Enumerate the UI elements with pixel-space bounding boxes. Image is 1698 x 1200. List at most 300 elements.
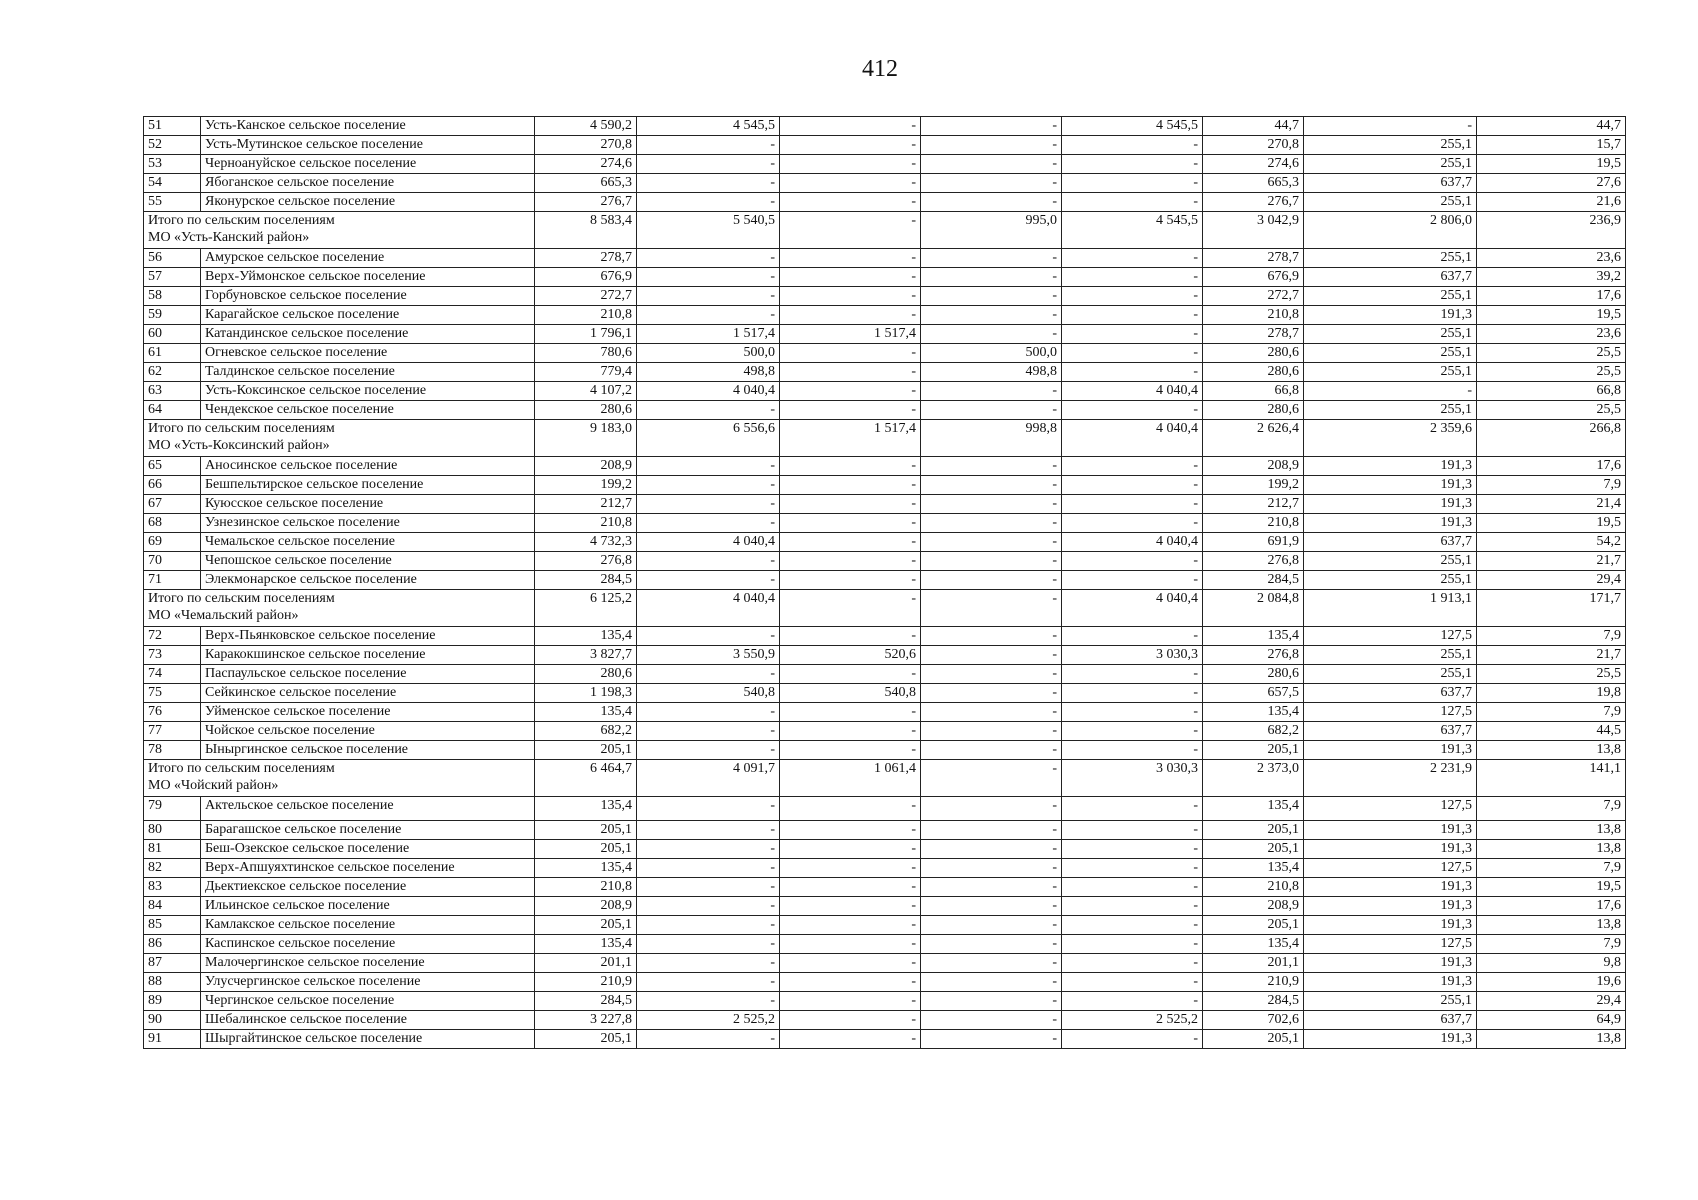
value-cell-3: - — [780, 155, 921, 174]
value-cell-6: 205,1 — [1203, 840, 1304, 859]
value-cell-7: 637,7 — [1304, 533, 1477, 552]
value-cell-5: - — [1062, 363, 1203, 382]
value-cell-6: 205,1 — [1203, 821, 1304, 840]
table-row — [144, 840, 1626, 859]
row-number: 82 — [144, 859, 201, 878]
value-cell-7: 127,5 — [1304, 703, 1477, 722]
row-number: 72 — [144, 627, 201, 646]
settlement-name: Ильинское сельское поселение — [201, 897, 535, 916]
value-cell-3: - — [780, 249, 921, 268]
value-cell-7: 255,1 — [1304, 363, 1477, 382]
value-cell-7: 127,5 — [1304, 627, 1477, 646]
row-number: 85 — [144, 916, 201, 935]
value-cell-8: 39,2 — [1477, 268, 1626, 287]
row-number: 71 — [144, 571, 201, 590]
settlement-name: Ыныргинское сельское поселение — [201, 741, 535, 760]
value-cell-8: 64,9 — [1477, 1011, 1626, 1030]
value-cell-4: - — [921, 382, 1062, 401]
settlement-name: Актельское сельское поселение — [201, 797, 535, 821]
settlements-budget-table — [143, 116, 1626, 1049]
value-cell-4: - — [921, 249, 1062, 268]
value-cell-7: 255,1 — [1304, 552, 1477, 571]
value-cell-4: - — [921, 457, 1062, 476]
value-cell-3: - — [780, 117, 921, 136]
value-cell-3: - — [780, 859, 921, 878]
value-cell-6: 205,1 — [1203, 1030, 1304, 1049]
value-cell-7: 255,1 — [1304, 193, 1477, 212]
total-label-line: Итого по сельским поселениям — [148, 213, 335, 228]
row-number: 87 — [144, 954, 201, 973]
value-cell-6: 280,6 — [1203, 665, 1304, 684]
value-cell-3: - — [780, 1011, 921, 1030]
table-row — [144, 155, 1626, 174]
value-cell-3: - — [780, 212, 921, 249]
value-cell-4: - — [921, 287, 1062, 306]
table-row — [144, 193, 1626, 212]
value-cell-3: - — [780, 382, 921, 401]
value-cell-3: - — [780, 916, 921, 935]
value-cell-1: 779,4 — [535, 363, 637, 382]
value-cell-3: - — [780, 287, 921, 306]
value-cell-2: 3 550,9 — [637, 646, 780, 665]
table-row — [144, 1030, 1626, 1049]
value-cell-8: 7,9 — [1477, 935, 1626, 954]
value-cell-4: - — [921, 325, 1062, 344]
value-cell-3: - — [780, 797, 921, 821]
value-cell-8: 7,9 — [1477, 627, 1626, 646]
value-cell-4: 500,0 — [921, 344, 1062, 363]
table-row — [144, 514, 1626, 533]
table-row — [144, 363, 1626, 382]
value-cell-3: - — [780, 193, 921, 212]
row-number: 69 — [144, 533, 201, 552]
value-cell-3: - — [780, 174, 921, 193]
row-number: 78 — [144, 741, 201, 760]
page-number: 412 — [862, 56, 898, 82]
value-cell-6: 284,5 — [1203, 992, 1304, 1011]
value-cell-2: - — [637, 665, 780, 684]
total-label-line: МО «Усть-Коксинский район» — [148, 438, 330, 453]
value-cell-1: 8 583,4 — [535, 212, 637, 249]
value-cell-2: 4 545,5 — [637, 117, 780, 136]
value-cell-2: 2 525,2 — [637, 1011, 780, 1030]
value-cell-7: 637,7 — [1304, 268, 1477, 287]
value-cell-5: - — [1062, 476, 1203, 495]
table-row — [144, 878, 1626, 897]
value-cell-4: - — [921, 571, 1062, 590]
row-number: 58 — [144, 287, 201, 306]
settlement-name: Элекмонарское сельское поселение — [201, 571, 535, 590]
value-cell-8: 7,9 — [1477, 797, 1626, 821]
value-cell-4: - — [921, 193, 1062, 212]
value-cell-8: 23,6 — [1477, 325, 1626, 344]
value-cell-6: 135,4 — [1203, 797, 1304, 821]
table-row — [144, 476, 1626, 495]
value-cell-8: 29,4 — [1477, 992, 1626, 1011]
value-cell-8: 19,5 — [1477, 878, 1626, 897]
settlement-name: Малочергинское сельское поселение — [201, 954, 535, 973]
value-cell-1: 1 198,3 — [535, 684, 637, 703]
value-cell-5: - — [1062, 306, 1203, 325]
row-number: 74 — [144, 665, 201, 684]
value-cell-8: 54,2 — [1477, 533, 1626, 552]
table-row — [144, 797, 1626, 821]
value-cell-2: - — [637, 722, 780, 741]
table-row — [144, 344, 1626, 363]
value-cell-3: - — [780, 935, 921, 954]
value-cell-6: 135,4 — [1203, 703, 1304, 722]
value-cell-8: 19,5 — [1477, 514, 1626, 533]
table-row — [144, 1011, 1626, 1030]
row-number: 55 — [144, 193, 201, 212]
value-cell-5: - — [1062, 155, 1203, 174]
value-cell-7: 191,3 — [1304, 457, 1477, 476]
value-cell-2: - — [637, 703, 780, 722]
value-cell-1: 135,4 — [535, 797, 637, 821]
value-cell-1: 270,8 — [535, 136, 637, 155]
table-row — [144, 916, 1626, 935]
value-cell-4: - — [921, 268, 1062, 287]
value-cell-5: 4 545,5 — [1062, 212, 1203, 249]
value-cell-7: 191,3 — [1304, 840, 1477, 859]
value-cell-1: 4 107,2 — [535, 382, 637, 401]
table-row — [144, 703, 1626, 722]
value-cell-3: - — [780, 665, 921, 684]
value-cell-2: - — [637, 797, 780, 821]
value-cell-3: - — [780, 741, 921, 760]
value-cell-7: 191,3 — [1304, 916, 1477, 935]
value-cell-6: 276,8 — [1203, 646, 1304, 665]
value-cell-6: 665,3 — [1203, 174, 1304, 193]
value-cell-3: 1 517,4 — [780, 325, 921, 344]
value-cell-5: - — [1062, 859, 1203, 878]
value-cell-7: 191,3 — [1304, 514, 1477, 533]
value-cell-1: 6 125,2 — [535, 590, 637, 627]
value-cell-8: 266,8 — [1477, 420, 1626, 457]
value-cell-6: 3 042,9 — [1203, 212, 1304, 249]
value-cell-4: - — [921, 878, 1062, 897]
value-cell-4: - — [921, 174, 1062, 193]
value-cell-4: - — [921, 627, 1062, 646]
value-cell-8: 44,5 — [1477, 722, 1626, 741]
value-cell-8: 23,6 — [1477, 249, 1626, 268]
table-row — [144, 665, 1626, 684]
value-cell-4: - — [921, 992, 1062, 1011]
value-cell-7: 255,1 — [1304, 344, 1477, 363]
value-cell-5: 4 545,5 — [1062, 117, 1203, 136]
value-cell-8: 19,8 — [1477, 684, 1626, 703]
value-cell-1: 4 732,3 — [535, 533, 637, 552]
value-cell-7: - — [1304, 382, 1477, 401]
value-cell-2: 4 040,4 — [637, 382, 780, 401]
value-cell-6: 205,1 — [1203, 741, 1304, 760]
value-cell-6: 44,7 — [1203, 117, 1304, 136]
value-cell-3: - — [780, 552, 921, 571]
value-cell-4: - — [921, 722, 1062, 741]
value-cell-4: - — [921, 533, 1062, 552]
row-number: 89 — [144, 992, 201, 1011]
total-row — [144, 590, 1626, 627]
value-cell-8: 17,6 — [1477, 287, 1626, 306]
value-cell-2: 1 517,4 — [637, 325, 780, 344]
value-cell-3: - — [780, 514, 921, 533]
value-cell-4: - — [921, 935, 1062, 954]
value-cell-4: - — [921, 821, 1062, 840]
value-cell-2: - — [637, 457, 780, 476]
value-cell-7: 127,5 — [1304, 859, 1477, 878]
row-number: 64 — [144, 401, 201, 420]
value-cell-8: 19,5 — [1477, 155, 1626, 174]
value-cell-3: - — [780, 821, 921, 840]
value-cell-5: - — [1062, 878, 1203, 897]
value-cell-4: 498,8 — [921, 363, 1062, 382]
table-row — [144, 495, 1626, 514]
value-cell-6: 276,8 — [1203, 552, 1304, 571]
value-cell-2: - — [637, 306, 780, 325]
value-cell-5: - — [1062, 344, 1203, 363]
value-cell-6: 676,9 — [1203, 268, 1304, 287]
value-cell-1: 208,9 — [535, 897, 637, 916]
value-cell-4: - — [921, 703, 1062, 722]
row-number: 66 — [144, 476, 201, 495]
row-number: 79 — [144, 797, 201, 821]
table-row — [144, 741, 1626, 760]
table-row — [144, 722, 1626, 741]
value-cell-2: - — [637, 476, 780, 495]
value-cell-2: - — [637, 627, 780, 646]
value-cell-2: 540,8 — [637, 684, 780, 703]
table-row — [144, 935, 1626, 954]
value-cell-7: 255,1 — [1304, 992, 1477, 1011]
value-cell-1: 135,4 — [535, 935, 637, 954]
value-cell-6: 201,1 — [1203, 954, 1304, 973]
value-cell-2: - — [637, 1030, 780, 1049]
settlement-name: Аносинское сельское поселение — [201, 457, 535, 476]
value-cell-3: - — [780, 954, 921, 973]
value-cell-5: 4 040,4 — [1062, 533, 1203, 552]
value-cell-5: - — [1062, 916, 1203, 935]
row-number: 90 — [144, 1011, 201, 1030]
settlement-name: Огневское сельское поселение — [201, 344, 535, 363]
value-cell-5: 3 030,3 — [1062, 760, 1203, 797]
value-cell-6: 278,7 — [1203, 325, 1304, 344]
value-cell-2: - — [637, 973, 780, 992]
value-cell-3: 520,6 — [780, 646, 921, 665]
value-cell-2: - — [637, 935, 780, 954]
total-label-line: Итого по сельским поселениям — [148, 421, 335, 436]
value-cell-6: 210,8 — [1203, 878, 1304, 897]
value-cell-2: - — [637, 897, 780, 916]
value-cell-2: 6 556,6 — [637, 420, 780, 457]
value-cell-7: 255,1 — [1304, 249, 1477, 268]
settlement-name: Амурское сельское поселение — [201, 249, 535, 268]
value-cell-7: 191,3 — [1304, 741, 1477, 760]
value-cell-1: 276,8 — [535, 552, 637, 571]
value-cell-7: 637,7 — [1304, 174, 1477, 193]
value-cell-1: 210,8 — [535, 878, 637, 897]
settlement-name: Бешпельтирское сельское поселение — [201, 476, 535, 495]
value-cell-3: - — [780, 533, 921, 552]
value-cell-6: 210,8 — [1203, 514, 1304, 533]
value-cell-7: 1 913,1 — [1304, 590, 1477, 627]
value-cell-3: - — [780, 840, 921, 859]
value-cell-4: - — [921, 859, 1062, 878]
value-cell-1: 208,9 — [535, 457, 637, 476]
value-cell-6: 135,4 — [1203, 627, 1304, 646]
value-cell-3: - — [780, 344, 921, 363]
value-cell-5: - — [1062, 897, 1203, 916]
value-cell-1: 4 590,2 — [535, 117, 637, 136]
settlement-name: Чепошское сельское поселение — [201, 552, 535, 571]
value-cell-3: - — [780, 627, 921, 646]
value-cell-5: - — [1062, 973, 1203, 992]
value-cell-5: 2 525,2 — [1062, 1011, 1203, 1030]
value-cell-8: 25,5 — [1477, 363, 1626, 382]
value-cell-4: - — [921, 684, 1062, 703]
value-cell-3: - — [780, 992, 921, 1011]
value-cell-2: 4 091,7 — [637, 760, 780, 797]
value-cell-5: - — [1062, 401, 1203, 420]
value-cell-1: 210,8 — [535, 514, 637, 533]
value-cell-1: 272,7 — [535, 287, 637, 306]
total-row — [144, 420, 1626, 457]
value-cell-4: - — [921, 495, 1062, 514]
value-cell-8: 44,7 — [1477, 117, 1626, 136]
value-cell-1: 201,1 — [535, 954, 637, 973]
settlement-name: Чендекское сельское поселение — [201, 401, 535, 420]
value-cell-7: 2 231,9 — [1304, 760, 1477, 797]
value-cell-5: - — [1062, 193, 1203, 212]
value-cell-3: - — [780, 495, 921, 514]
value-cell-4: - — [921, 646, 1062, 665]
row-number: 76 — [144, 703, 201, 722]
settlement-name: Дьектиекское сельское поселение — [201, 878, 535, 897]
table-row — [144, 684, 1626, 703]
settlement-name: Узнезинское сельское поселение — [201, 514, 535, 533]
row-number: 77 — [144, 722, 201, 741]
value-cell-2: - — [637, 268, 780, 287]
value-cell-1: 665,3 — [535, 174, 637, 193]
settlement-name: Куюсское сельское поселение — [201, 495, 535, 514]
settlement-name: Улусчергинское сельское поселение — [201, 973, 535, 992]
value-cell-6: 2 373,0 — [1203, 760, 1304, 797]
value-cell-4: 995,0 — [921, 212, 1062, 249]
value-cell-2: - — [637, 174, 780, 193]
table-row — [144, 306, 1626, 325]
value-cell-3: 1 061,4 — [780, 760, 921, 797]
settlement-name: Усть-Мутинское сельское поселение — [201, 136, 535, 155]
value-cell-2: - — [637, 136, 780, 155]
value-cell-4: - — [921, 136, 1062, 155]
value-cell-8: 27,6 — [1477, 174, 1626, 193]
value-cell-3: 1 517,4 — [780, 420, 921, 457]
value-cell-5: - — [1062, 552, 1203, 571]
value-cell-7: - — [1304, 117, 1477, 136]
table-body — [144, 117, 1626, 1049]
row-number: 65 — [144, 457, 201, 476]
value-cell-6: 135,4 — [1203, 935, 1304, 954]
value-cell-8: 29,4 — [1477, 571, 1626, 590]
value-cell-7: 255,1 — [1304, 155, 1477, 174]
settlement-name: Чергинское сельское поселение — [201, 992, 535, 1011]
total-label — [144, 420, 535, 457]
value-cell-3: - — [780, 363, 921, 382]
total-row — [144, 760, 1626, 797]
value-cell-7: 191,3 — [1304, 306, 1477, 325]
value-cell-1: 1 796,1 — [535, 325, 637, 344]
value-cell-1: 3 227,8 — [535, 1011, 637, 1030]
value-cell-7: 255,1 — [1304, 136, 1477, 155]
value-cell-8: 21,4 — [1477, 495, 1626, 514]
value-cell-1: 205,1 — [535, 916, 637, 935]
value-cell-1: 205,1 — [535, 821, 637, 840]
value-cell-4: - — [921, 797, 1062, 821]
value-cell-4: - — [921, 741, 1062, 760]
value-cell-5: - — [1062, 627, 1203, 646]
value-cell-8: 25,5 — [1477, 401, 1626, 420]
value-cell-8: 19,5 — [1477, 306, 1626, 325]
value-cell-6: 682,2 — [1203, 722, 1304, 741]
value-cell-4: - — [921, 590, 1062, 627]
value-cell-2: - — [637, 287, 780, 306]
row-number: 53 — [144, 155, 201, 174]
value-cell-2: - — [637, 571, 780, 590]
table-row — [144, 287, 1626, 306]
value-cell-1: 135,4 — [535, 627, 637, 646]
value-cell-2: - — [637, 155, 780, 174]
table-row — [144, 325, 1626, 344]
value-cell-3: - — [780, 306, 921, 325]
value-cell-7: 255,1 — [1304, 287, 1477, 306]
value-cell-3: - — [780, 476, 921, 495]
value-cell-8: 9,8 — [1477, 954, 1626, 973]
value-cell-7: 637,7 — [1304, 684, 1477, 703]
value-cell-1: 205,1 — [535, 840, 637, 859]
value-cell-5: - — [1062, 249, 1203, 268]
value-cell-1: 284,5 — [535, 571, 637, 590]
value-cell-5: - — [1062, 571, 1203, 590]
value-cell-6: 210,9 — [1203, 973, 1304, 992]
table-row — [144, 973, 1626, 992]
value-cell-1: 780,6 — [535, 344, 637, 363]
settlement-name: Шебалинское сельское поселение — [201, 1011, 535, 1030]
value-cell-1: 682,2 — [535, 722, 637, 741]
value-cell-2: 5 540,5 — [637, 212, 780, 249]
value-cell-5: - — [1062, 174, 1203, 193]
settlement-name: Беш-Озекское сельское поселение — [201, 840, 535, 859]
value-cell-8: 7,9 — [1477, 859, 1626, 878]
settlement-name: Камлакское сельское поселение — [201, 916, 535, 935]
value-cell-1: 6 464,7 — [535, 760, 637, 797]
value-cell-3: - — [780, 897, 921, 916]
value-cell-5: - — [1062, 741, 1203, 760]
value-cell-8: 13,8 — [1477, 741, 1626, 760]
settlement-name: Верх-Апшуяхтинское сельское поселение — [201, 859, 535, 878]
value-cell-6: 135,4 — [1203, 859, 1304, 878]
table-row — [144, 897, 1626, 916]
value-cell-7: 255,1 — [1304, 665, 1477, 684]
value-cell-8: 15,7 — [1477, 136, 1626, 155]
value-cell-5: - — [1062, 287, 1203, 306]
value-cell-5: - — [1062, 514, 1203, 533]
value-cell-2: 500,0 — [637, 344, 780, 363]
value-cell-6: 657,5 — [1203, 684, 1304, 703]
value-cell-8: 171,7 — [1477, 590, 1626, 627]
value-cell-1: 9 183,0 — [535, 420, 637, 457]
row-number: 91 — [144, 1030, 201, 1049]
value-cell-4: - — [921, 840, 1062, 859]
value-cell-3: - — [780, 457, 921, 476]
